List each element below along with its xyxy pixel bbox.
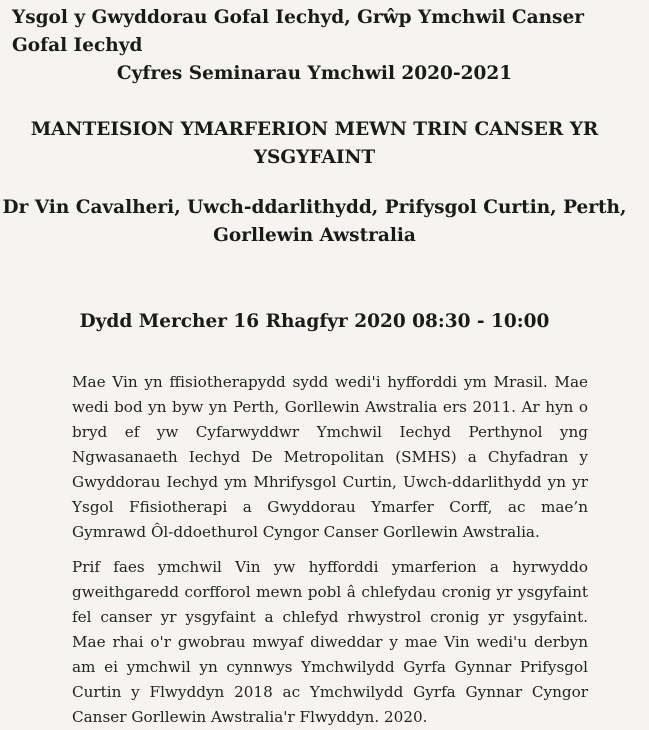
bio-paragraph-2: Prif faes ymchwil Vin yw hyfforddi ymarferion a hyrwyddo gweithgaredd corfforol mewn pobl â chlefydau cronig yr ysgyfaint fel canser yr ysgyfaint a chlefyd rhwystrol cronig yr ysgyfaint. Mae rhai o'r gwobrau mwyaf diweddar y mae Vin wedi'u derbyn am ei ymchwil yn cynnwys Ymchwilydd Gyrfa Gynnar Prifysgol Curtin y Flwyddyn 2018 ac Ymchwilydd Gyrfa Gynnar Cyngor Canser Gorllewin Awstralia'r Flwyddyn. 2020. [72,558,588,726]
talk-title: MANTEISION YMARFERION MEWN TRIN CANSER YR YSGYFAINT [30,119,599,168]
speaker-line: Dr Vin Cavalheri, Uwch-ddarlithydd, Prifysgol Curtin, Perth, Gorllewin Awstralia [2,197,627,246]
seminar-series-title: Cyfres Seminarau Ymchwil 2020-2021 [116,63,513,84]
school-heading: Ysgol y Gwyddorau Gofal Iechyd, Grŵp Ymchwil Canser Gofal Iechyd [12,7,584,56]
bio-paragraph-1: Mae Vin yn ffisiotherapydd sydd wedi'i hyfforddi ym Mrasil. Mae wedi bod yn byw yn Perth, Gorllewin Awstralia ers 2011. Ar hyn o bryd ef yw Cyfarwyddwr Ymchwil Iechyd Perthynol yng Ngwasanaeth Iechyd De Metropolitan (SMHS) a Chyfadran y Gwyddorau Iechyd ym Mhrifysgol Curtin, Uwch-ddarlithydd yn yr Ysgol Ffisiotherapi a Gwyddorau Ymarfer Corff, ac mae’n Gymrawd Ôl-ddoethurol Cyngor Canser Gorllewin Awstralia. [72,373,588,541]
event-datetime: Dydd Mercher 16 Rhagfyr 2020 08:30 - 10:00 [79,311,550,332]
